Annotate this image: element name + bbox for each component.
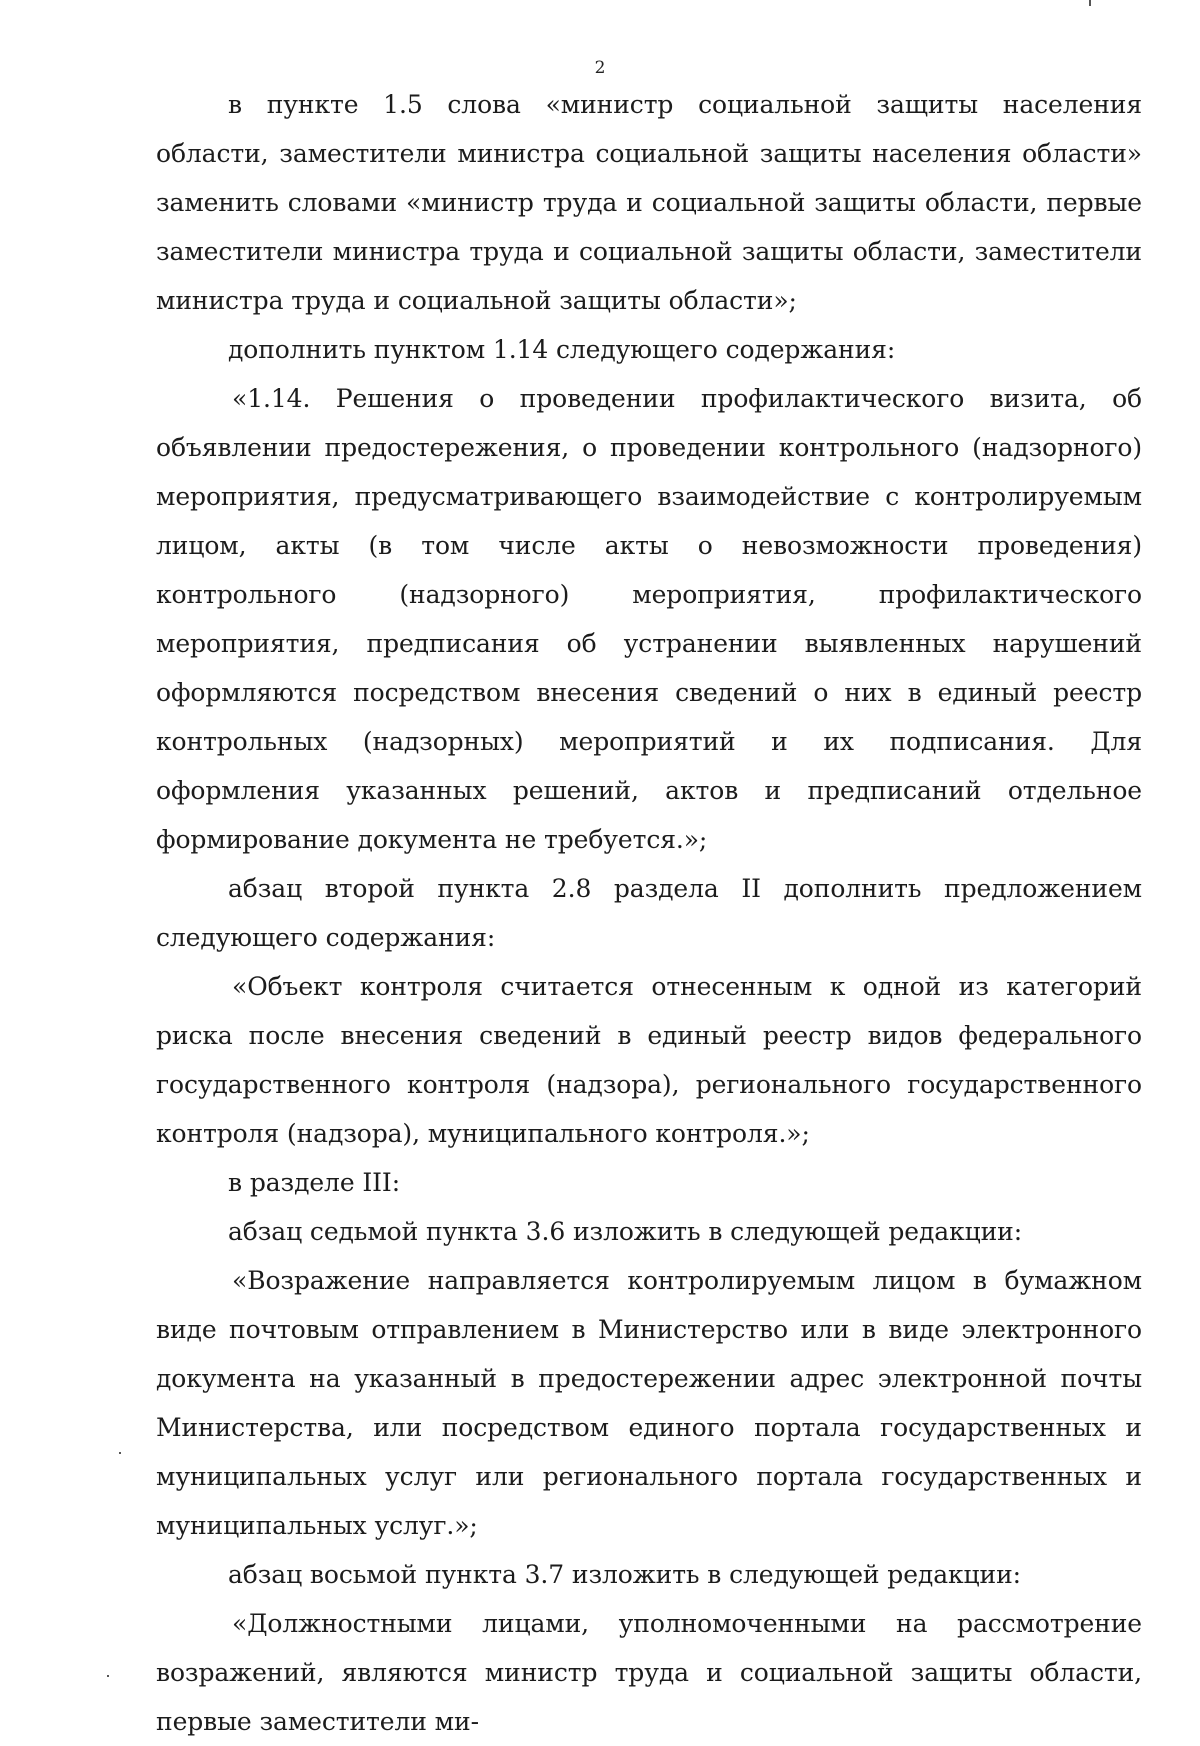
paragraph-point-3-7-text: «Должностными лицами, уполномоченными на рассмотрение возражений, являются министр труда и социальной защиты области, первые заместители ми- xyxy=(156,1609,1142,1736)
paragraph-point-3-6: абзац седьмой пункта 3.6 изложить в следующей редакции: xyxy=(228,1217,1023,1246)
paragraph-point-3-7: абзац восьмой пункта 3.7 изложить в следующей редакции: xyxy=(228,1560,1021,1589)
paragraph-section-3: в разделе III: xyxy=(228,1168,401,1197)
scan-mark-bottom-left xyxy=(107,1675,109,1677)
document-body xyxy=(156,80,1142,1746)
paragraph-point-1-14-text: «1.14. Решения о проведении профилактического визита, об объявлении предостережения, о проведении контрольного (надзорного) мероприятия, предусматривающего взаимодействие с контролируемым лицом, акты (в том числе акты о невозможности проведения) контрольного (надзорного) мероприятия, профилактического мероприятия, предписания об устранении выявленных нарушений оформляются посредством внесения сведений о них в единый реестр контрольных (надзорных) мероприятий и их подписания. Для оформления указанных решений, актов и предписаний отдельное формирование документа не требуется.»; xyxy=(156,384,1142,854)
paragraph-add-point-1-14: дополнить пунктом 1.14 следующего содержания: xyxy=(228,335,896,364)
scan-mark-top-right xyxy=(1089,0,1091,6)
paragraph-point-2-8: абзац второй пункта 2.8 раздела II дополнить предложением следующего содержания: xyxy=(156,874,1142,952)
paragraph-point-3-6-text: «Возражение направляется контролируемым лицом в бумажном виде почтовым отправлением в Министерство или в виде электронного документа на указанный в предостережении адрес электронной почты Министерства, или посредством единого портала государственных и муниципальных услуг или регионального портала государственных и муниципальных услуг.»; xyxy=(156,1266,1142,1540)
page-number: 2 xyxy=(594,58,606,78)
paragraph-point-1-5: в пункте 1.5 слова «министр социальной защиты населения области, заместители министра социальной защиты населения области» заменить словами «министр труда и социальной защиты области, первые заместители министра труда и социальной защиты области, заместители министра труда и социальной защиты области»; xyxy=(156,90,1142,315)
paragraph-point-2-8-text: «Объект контроля считается отнесенным к одной из категорий риска после внесения сведений в единый реестр видов федерального государственного контроля (надзора), регионального государственного контроля (надзора), муниципального контроля.»; xyxy=(156,972,1142,1148)
scan-mark-left xyxy=(119,1452,121,1454)
